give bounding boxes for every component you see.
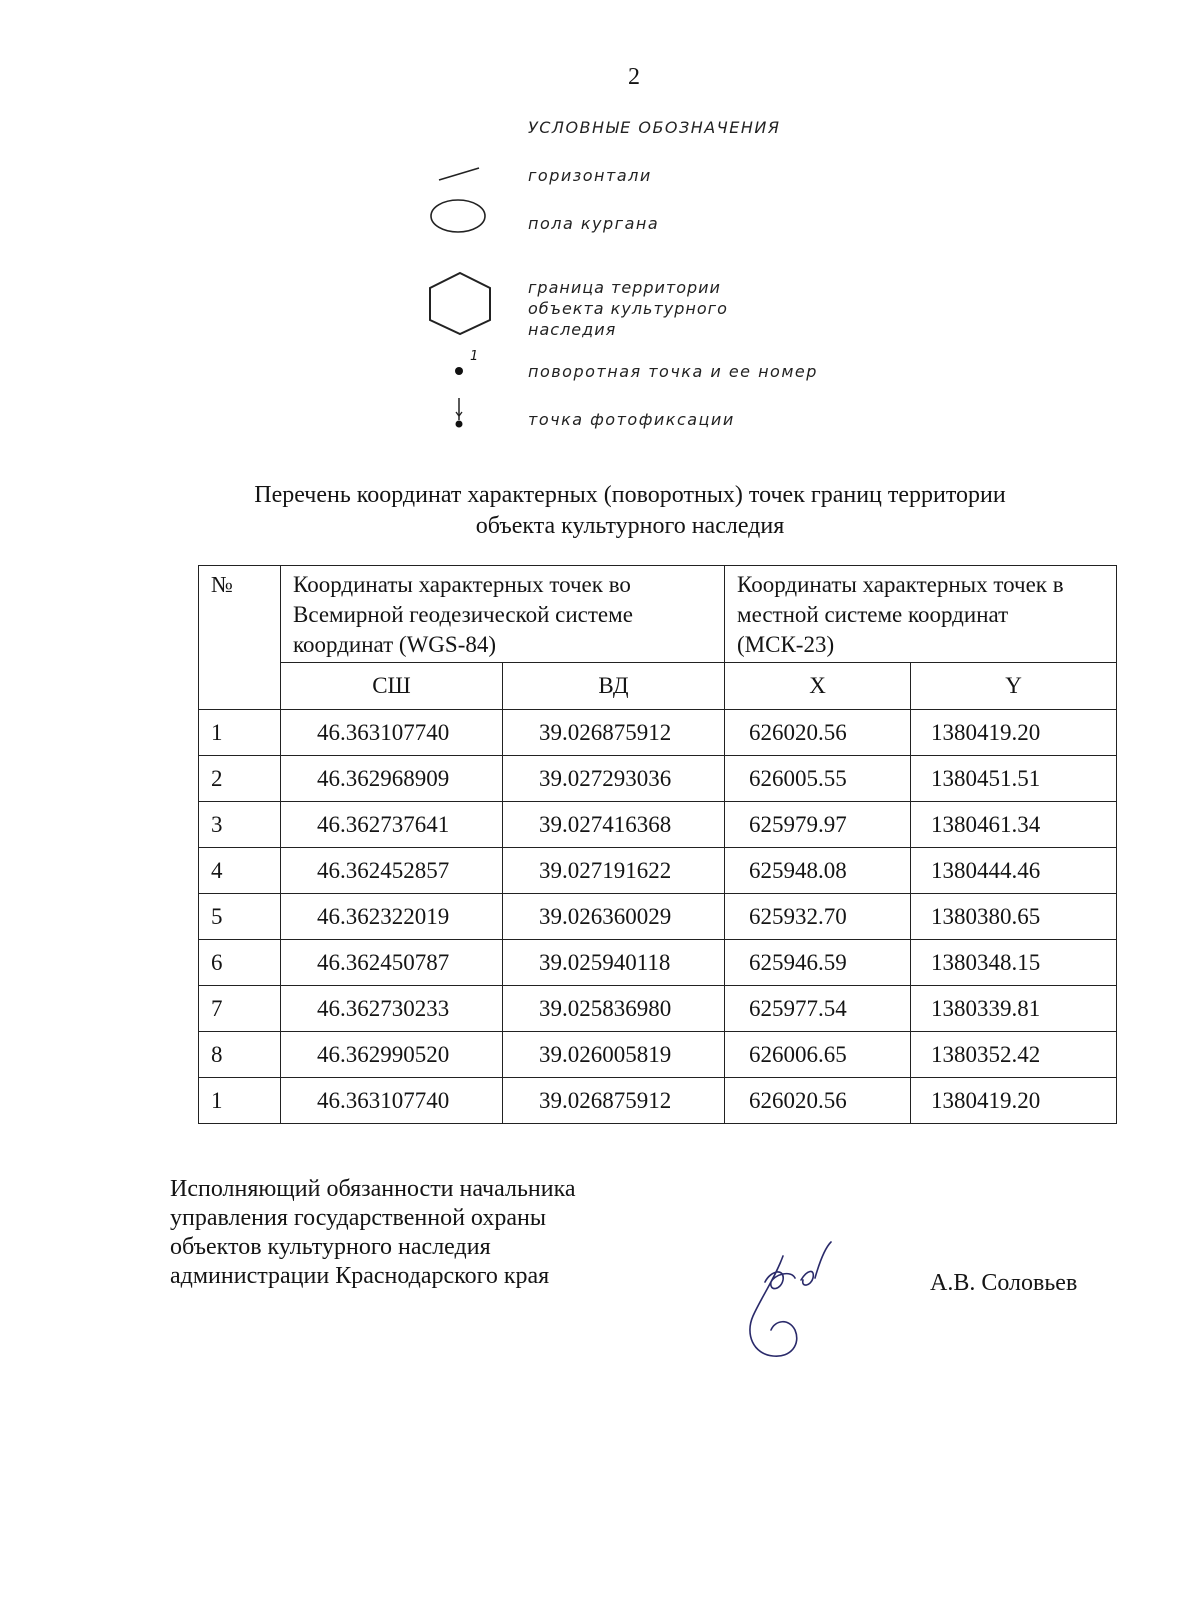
table-caption-line: объекта культурного наследия [475, 513, 785, 539]
row-number: 1 [199, 710, 281, 756]
table-row [199, 802, 1117, 848]
row-y: 1380444.46 [911, 848, 1117, 894]
row-x: 625977.54 [725, 986, 911, 1032]
page-number: 2 [628, 64, 640, 90]
row-x: 626020.56 [725, 1078, 911, 1124]
row-longitude: 39.027416368 [503, 802, 725, 848]
row-latitude: 46.362737641 [281, 802, 503, 848]
table-row [199, 1032, 1117, 1078]
header-x: X [725, 663, 911, 710]
table-row [199, 710, 1117, 756]
table-row [199, 986, 1117, 1032]
legend-label-boundary-line: наследия [528, 320, 617, 339]
legend-label-turning-point: поворотная точка и ее номер [528, 362, 818, 381]
table-row [199, 848, 1117, 894]
row-latitude: 46.362450787 [281, 940, 503, 986]
row-y: 1380380.65 [911, 894, 1117, 940]
table-row [199, 894, 1117, 940]
signatory-title-line: Исполняющий обязанности начальника [170, 1176, 576, 1202]
row-longitude: 39.026360029 [503, 894, 725, 940]
row-x: 626020.56 [725, 710, 911, 756]
turning-point-number: 1 [470, 349, 479, 364]
table-subheader-row [199, 663, 1117, 710]
row-longitude: 39.026875912 [503, 1078, 725, 1124]
row-longitude: 39.025940118 [503, 940, 725, 986]
photo-point-icon [452, 396, 466, 430]
legend-label-mound: пола кургана [528, 214, 660, 233]
row-number: 8 [199, 1032, 281, 1078]
legend-label-contour: горизонтали [528, 166, 652, 185]
row-y: 1380348.15 [911, 940, 1117, 986]
signatory-title-line: управления государственной охраны [170, 1205, 546, 1231]
header-wgs84-group: Координаты характерных точек во Всемирной геодезической системе координат (WGS-84) [281, 566, 725, 663]
row-x: 625946.59 [725, 940, 911, 986]
header-number: № [199, 566, 281, 710]
row-number: 3 [199, 802, 281, 848]
header-longitude: ВД [503, 663, 725, 710]
table-row [199, 756, 1117, 802]
row-x: 626006.65 [725, 1032, 911, 1078]
legend-label-boundary [528, 277, 728, 340]
legend-label-boundary-line: граница территории [528, 278, 721, 297]
turning-point-icon [452, 364, 466, 378]
row-longitude: 39.026005819 [503, 1032, 725, 1078]
row-y: 1380419.20 [911, 1078, 1117, 1124]
table-caption-line: Перечень координат характерных (поворотных) точек границ территории [254, 482, 1006, 508]
row-x: 625932.70 [725, 894, 911, 940]
row-latitude: 46.363107740 [281, 1078, 503, 1124]
row-y: 1380419.20 [911, 710, 1117, 756]
table-header-row [199, 566, 1117, 663]
table-row [199, 1078, 1117, 1124]
row-number: 7 [199, 986, 281, 1032]
row-longitude: 39.025836980 [503, 986, 725, 1032]
row-latitude: 46.362452857 [281, 848, 503, 894]
row-x: 625948.08 [725, 848, 911, 894]
row-number: 6 [199, 940, 281, 986]
legend-label-boundary-line: объекта культурного [528, 299, 728, 318]
mound-ellipse-icon [428, 196, 488, 236]
row-y: 1380451.51 [911, 756, 1117, 802]
header-latitude: СШ [281, 663, 503, 710]
handwritten-signature [735, 1238, 855, 1368]
row-number: 5 [199, 894, 281, 940]
signatory-title [170, 1175, 576, 1291]
row-latitude: 46.362968909 [281, 756, 503, 802]
header-y: Y [911, 663, 1117, 710]
territory-boundary-icon [424, 270, 496, 336]
row-y: 1380352.42 [911, 1032, 1117, 1078]
contour-line-icon [437, 164, 481, 184]
row-x: 626005.55 [725, 756, 911, 802]
row-longitude: 39.027191622 [503, 848, 725, 894]
row-number: 1 [199, 1078, 281, 1124]
coordinates-table [198, 565, 1117, 1124]
row-y: 1380339.81 [911, 986, 1117, 1032]
row-longitude: 39.027293036 [503, 756, 725, 802]
table-row [199, 940, 1117, 986]
row-number: 4 [199, 848, 281, 894]
header-msk23-group: Координаты характерных точек в местной системе координат (МСК-23) [725, 566, 1117, 663]
row-latitude: 46.363107740 [281, 710, 503, 756]
row-longitude: 39.026875912 [503, 710, 725, 756]
signatory-title-line: администрации Краснодарского края [170, 1263, 550, 1289]
signatory-name: А.В. Соловьев [930, 1270, 1078, 1296]
row-number: 2 [199, 756, 281, 802]
row-latitude: 46.362990520 [281, 1032, 503, 1078]
signatory-title-line: объектов культурного наследия [170, 1234, 491, 1260]
row-x: 625979.97 [725, 802, 911, 848]
legend-title: УСЛОВНЫЕ ОБОЗНАЧЕНИЯ [528, 118, 781, 137]
table-caption [150, 480, 1110, 542]
row-latitude: 46.362322019 [281, 894, 503, 940]
row-y: 1380461.34 [911, 802, 1117, 848]
legend-label-photo-point: точка фотофиксации [528, 410, 735, 429]
row-latitude: 46.362730233 [281, 986, 503, 1032]
